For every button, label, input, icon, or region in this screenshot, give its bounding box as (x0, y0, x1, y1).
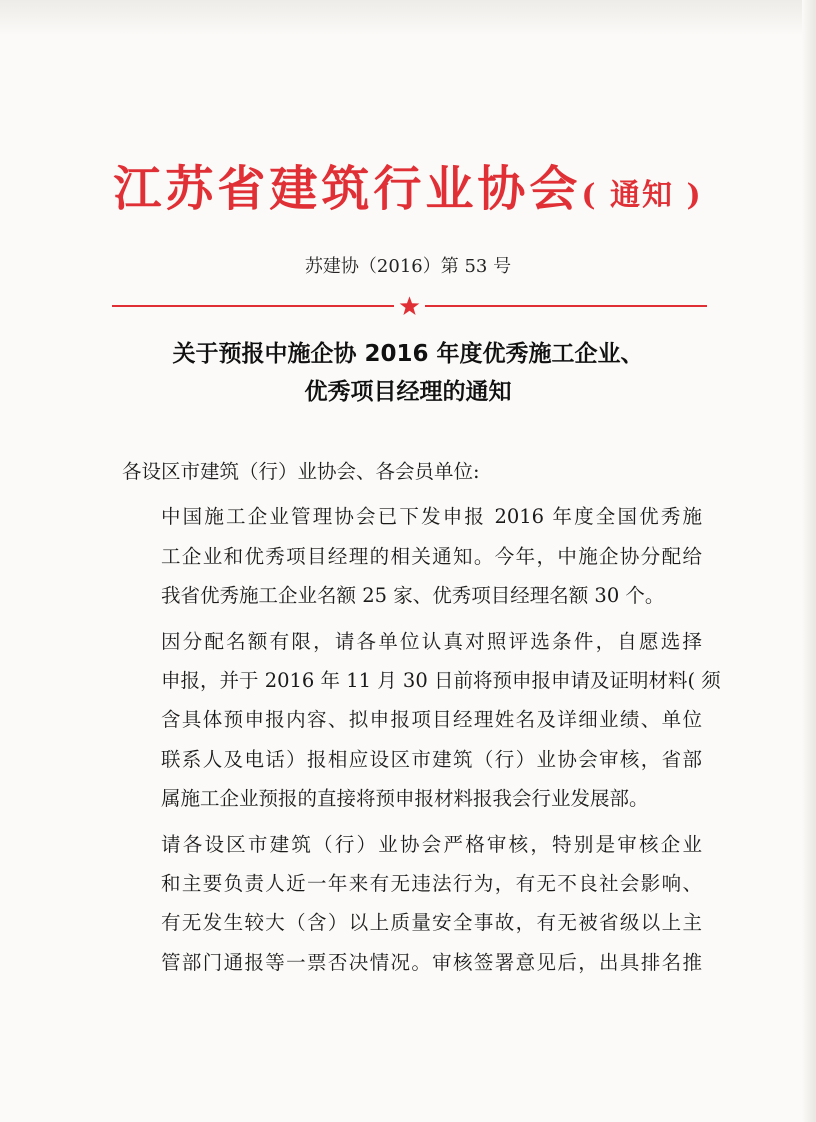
red-divider (112, 296, 707, 316)
letterhead (0, 150, 816, 219)
paragraph-1 (122, 497, 702, 615)
paragraph-line: 联系人及电话）报相应设区市建筑（行）业协会审核，省部 (161, 747, 702, 771)
paragraph-line: 含具体预申报内容、拟申报项目经理姓名及详细业绩、单位 (161, 708, 702, 732)
paragraph-line: 因分配名额有限，请各单位认真对照评选条件，自愿选择 (161, 629, 702, 653)
document-title-line-1: 关于预报中施企协 2016 年度优秀施工企业、 (172, 341, 644, 367)
scan-edge-top (0, 0, 816, 36)
paragraph-2 (122, 622, 721, 819)
star-icon (399, 296, 420, 316)
letterhead-org-name: 江苏省建筑行业协会 (113, 161, 582, 217)
paragraph-line: 工企业和优秀项目经理的相关通知。今年，中施企协分配给 (161, 544, 702, 568)
paragraph-3 (122, 825, 702, 983)
paragraph-line: 属施工企业预报的直接将预申报材料报我会行业发展部。 (161, 787, 649, 811)
document-number: 苏建协（2016）第 53 号 (304, 256, 512, 277)
divider-line-right (425, 305, 707, 307)
paragraph-line: 和主要负责人近一年来有无违法行为，有无不良社会影响、 (161, 872, 702, 896)
divider-line-left (112, 305, 394, 307)
document-title-line-2: 优秀项目经理的通知 (304, 379, 512, 405)
letterhead-doc-type: ( 通知 ) (581, 178, 703, 213)
paragraph-line: 申报，并于 2016 年 11 月 30 日前将预申报申请及证明材料( 须 (161, 669, 721, 693)
paragraph-line: 有无发生较大（含）以上质量安全事故，有无被省级以上主 (161, 911, 702, 935)
paragraph-line: 请各设区市建筑（行）业协会严格审核，特别是审核企业 (161, 832, 702, 856)
document-body (122, 452, 721, 982)
paragraph-line: 我省优秀施工企业名额 25 家、优秀项目经理名额 30 个。 (161, 584, 665, 608)
paragraph-line: 中国施工企业管理协会已下发申报 2016 年度全国优秀施 (161, 505, 702, 529)
paragraph-line: 管部门通报等一票否决情况。审核签署意见后，出具排名推 (161, 950, 702, 974)
salutation: 各设区市建筑（行）业协会、各会员单位: (122, 460, 480, 483)
